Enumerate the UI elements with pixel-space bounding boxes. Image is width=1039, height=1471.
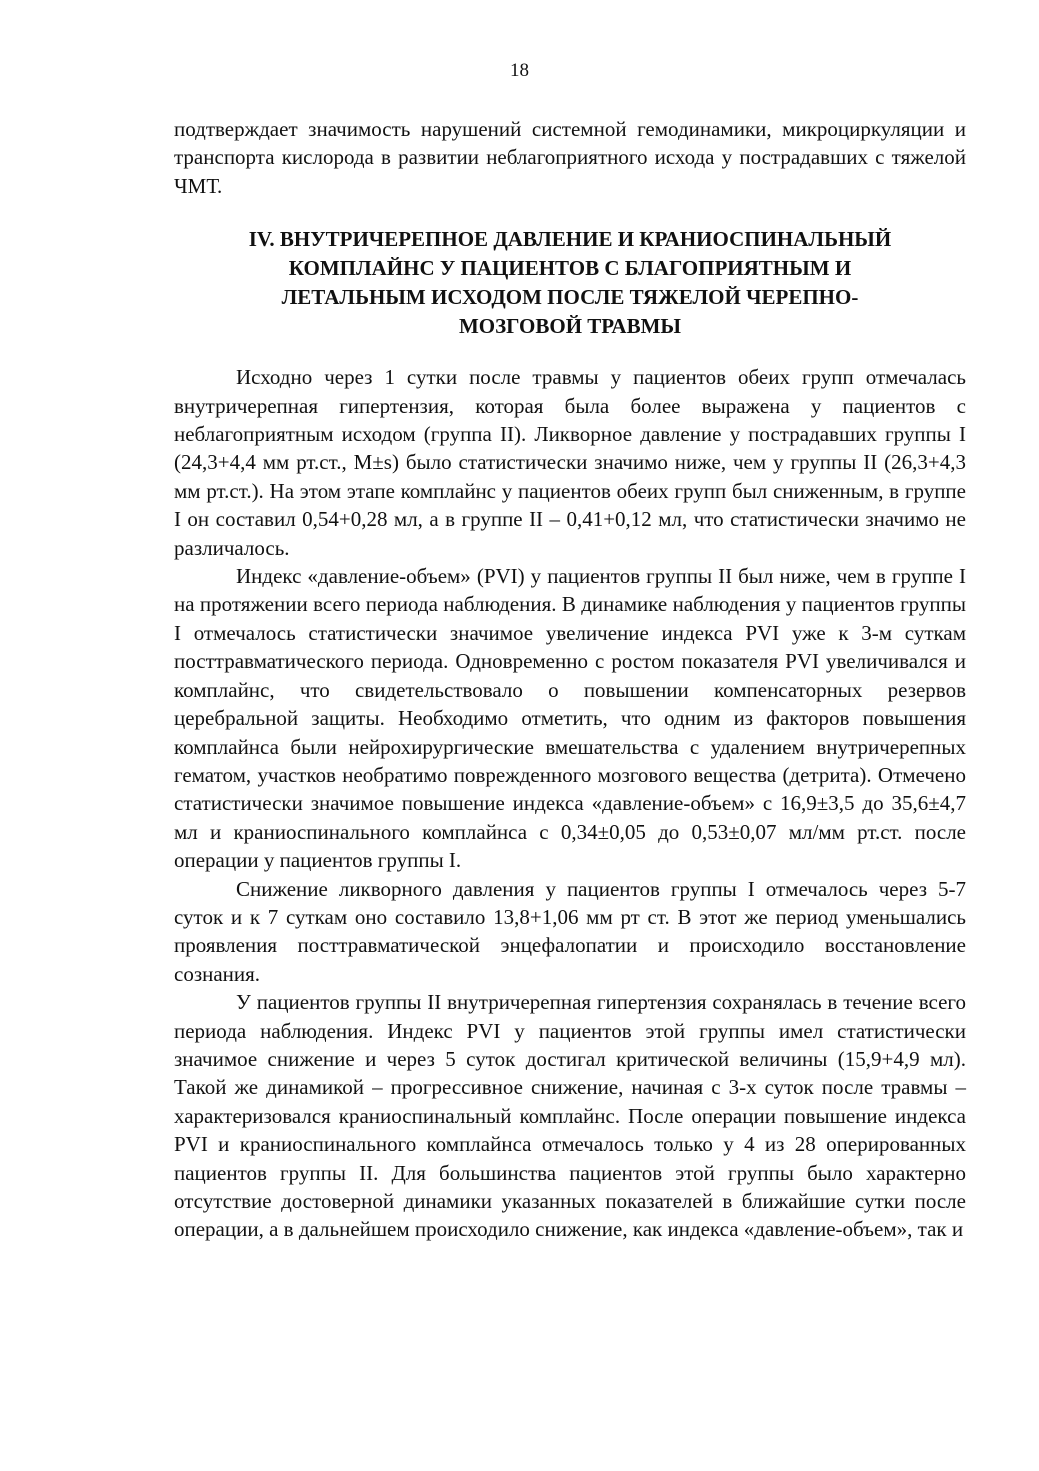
body-paragraph: У пациентов группы II внутричерепная гипертензия сохранялась в течение всего периода наблюдения. Индекс PVI у пациентов этой группы имел статистически значимое снижение и через 5 суток достигал критической величины (15,9+4,9 мл). Такой же динамикой – прогрессивное снижение, начиная с 3-х суток после травмы – характеризовался краниоспинальный комплайнс. После операции повышение индекса PVI и краниоспинального комплайнса отмечалось только у 4 из 28 оперированных пациентов группы II. Для большинства пациентов этой группы было характерно отсутствие достоверной динамики указанных показателей в ближайшие сутки после операции, а в дальнейшем происходило снижение, как индекса «давление-объем», так и [174,990,966,1242]
page-number: 18 [510,60,529,81]
section-heading [174,225,966,341]
heading-line: IV. ВНУТРИЧЕРЕПНОЕ ДАВЛЕНИЕ И КРАНИОСПИНАЛЬНЫЙ [248,227,892,252]
body-paragraph: Индекс «давление-объем» (PVI) у пациентов группы II был ниже, чем в группе I на протяжении всего периода наблюдения. В динамике наблюдения у пациентов группы I отмечалось статистически значимое увеличение индекса PVI уже к 3-м суткам посттравматического периода. Одновременно с ростом показателя PVI увеличивался и комплайнс, что свидетельствовало о повышении компенсаторных резервов церебральной защиты. Необходимо отметить, что одним из факторов повышения комплайнса были нейрохирургические вмешательства с удалением внутричерепных гематом, участков необратимо поврежденного мозгового вещества (детрита). Отмечено статистически значимое повышение индекса «давление-объем» с 16,9±3,5 до 35,6±4,7 мл и краниоспинального комплайнса с 0,34±0,05 до 0,53±0,07 мл/мм рт.ст. после операции у пациентов группы I. [174,564,966,873]
intro-paragraph: подтверждает значимость нарушений системной гемодинамики, микроциркуляции и транспорта кислорода в развитии неблагоприятного исхода у пострадавших с тяжелой ЧМТ. [174,117,966,198]
heading-line: КОМПЛАЙНС У ПАЦИЕНТОВ С БЛАГОПРИЯТНЫМ И [288,256,852,281]
heading-line: МОЗГОВОЙ ТРАВМЫ [458,314,682,339]
document-body [174,115,966,1244]
heading-line: ЛЕТАЛЬНЫМ ИСХОДОМ ПОСЛЕ ТЯЖЕЛОЙ ЧЕРЕПНО- [281,285,859,310]
body-paragraph: Исходно через 1 сутки после травмы у пациентов обеих групп отмечалась внутричерепная гипертензия, которая была более выражена у пациентов с неблагоприятным исходом (группа II). Ликворное давление у пострадавших группы I (24,3+4,4 мм рт.ст., M±s) было статистически значимо ниже, чем у группы II (26,3+4,3 мм рт.ст.). На этом этапе комплайнс у пациентов обеих групп был сниженным, в группе I он составил 0,54+0,28 мл, а в группе II – 0,41+0,12 мл, что статистически значимо не различалось. [174,365,966,560]
body-paragraph: Снижение ликворного давления у пациентов группы I отмечалось через 5-7 суток и к 7 суткам оно составило 13,8+1,06 мм рт ст. В этот же период уменьшались проявления посттравматической энцефалопатии и происходило восстановление сознания. [174,876,966,986]
